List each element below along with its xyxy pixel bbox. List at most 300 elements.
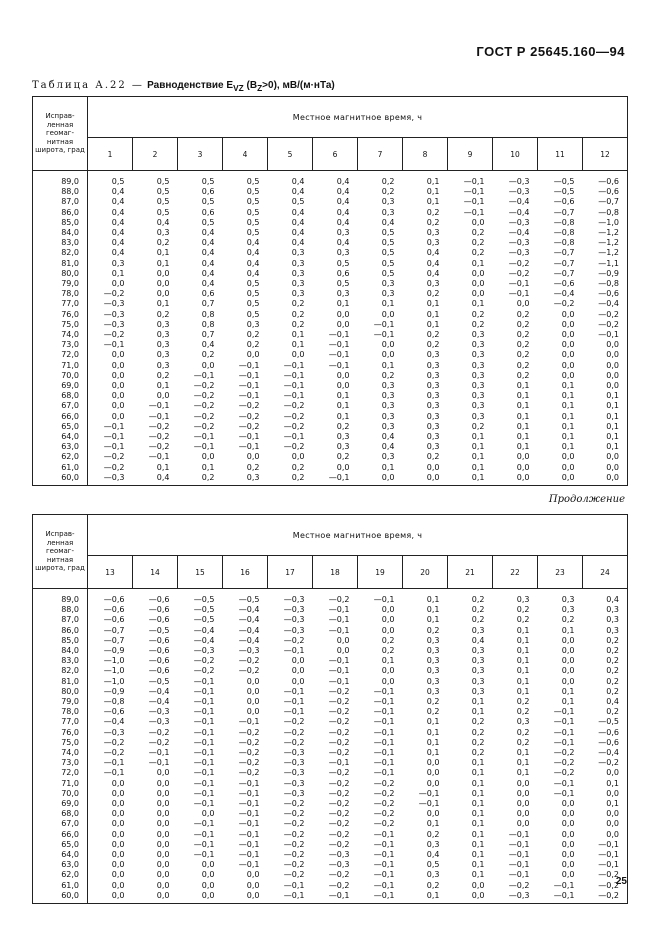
value-cell: —0,1: [373, 697, 395, 707]
value-cell: —0,2: [193, 656, 215, 666]
value-cell: 0,6: [336, 268, 350, 278]
value-cell: —0,1: [283, 381, 305, 391]
value-cell: 0,2: [471, 309, 485, 319]
value-cell: 0,2: [583, 677, 628, 687]
value-cell: 0,1: [156, 248, 170, 258]
latitude-cell: 87,0: [33, 615, 88, 625]
value-cell: 0,4: [426, 850, 440, 860]
value-cell: —0,1: [373, 737, 395, 747]
value-cell: 0,2: [426, 707, 440, 717]
latitude-cell: 80,0: [33, 269, 88, 279]
value-cell: 0,4: [336, 187, 350, 197]
hour-header: 18: [313, 556, 358, 589]
value-cell: 0,8: [201, 309, 215, 319]
value-cell: 0,3: [426, 656, 440, 666]
value-cell: 0,1: [583, 442, 628, 452]
value-cell: —0,1: [328, 758, 350, 768]
value-cell: 0,4: [201, 228, 215, 238]
value-cell: —0,2: [553, 768, 575, 778]
value-cell: —0,1: [463, 187, 485, 197]
value-cell: 0,2: [381, 370, 395, 380]
value-cell: 0,2: [426, 217, 440, 227]
latitude-cell: 67,0: [33, 401, 88, 411]
latitude-cell: 71,0: [33, 361, 88, 371]
value-cell: 0,0: [156, 391, 170, 401]
value-cell: 0,2: [583, 666, 628, 676]
value-cell: 0,2: [516, 309, 530, 319]
value-cell: —0,1: [553, 717, 575, 727]
value-cell: 0,0: [111, 819, 125, 829]
value-cell: 0,2: [471, 238, 485, 248]
value-cell: 0,3: [156, 350, 170, 360]
value-cell: —0,7: [553, 258, 575, 268]
latitude-cell: 64,0: [33, 432, 88, 442]
value-cell: 0,1: [516, 421, 530, 431]
value-cell: —0,2: [283, 635, 305, 645]
value-cell: 0,3: [156, 228, 170, 238]
value-cell: —0,2: [583, 881, 628, 891]
value-cell: 0,0: [111, 778, 125, 788]
value-cell: 0,0: [336, 309, 350, 319]
value-cell: 0,2: [426, 452, 440, 462]
latitude-cell: 73,0: [33, 758, 88, 768]
value-cell: 0,1: [381, 360, 395, 370]
hour-header: 21: [448, 556, 493, 589]
value-cell: 0,4: [426, 258, 440, 268]
value-cell: 0,2: [426, 880, 440, 890]
value-cell: —0,2: [193, 401, 215, 411]
value-cell: —0,1: [328, 330, 350, 340]
latitude-cell: 77,0: [33, 299, 88, 309]
value-cell: 0,0: [561, 370, 575, 380]
value-cell: 0,3: [336, 432, 350, 442]
value-cell: —0,2: [553, 758, 575, 768]
value-cell: 0,4: [381, 217, 395, 227]
table-row: [33, 463, 628, 473]
value-cell: —0,1: [238, 360, 260, 370]
table-row: [33, 289, 628, 299]
value-cell: 0,2: [471, 748, 485, 758]
value-cell: 0,3: [583, 626, 628, 636]
value-cell: 0,1: [583, 432, 628, 442]
value-cell: 0,1: [426, 187, 440, 197]
value-cell: 0,1: [516, 768, 530, 778]
value-cell: —0,3: [283, 615, 305, 625]
value-cell: 0,2: [516, 360, 530, 370]
value-cell: 0,3: [471, 350, 485, 360]
value-cell: 0,1: [426, 595, 440, 604]
value-cell: —0,2: [583, 891, 628, 904]
value-cell: —0,1: [238, 829, 260, 839]
table-row: [33, 677, 628, 687]
value-cell: —0,1: [193, 788, 215, 798]
value-cell: 0,2: [516, 370, 530, 380]
value-cell: 0,0: [246, 686, 260, 696]
value-cell: —0,2: [328, 870, 350, 880]
value-cell: —0,1: [268, 891, 313, 904]
value-cell: 0,4: [336, 207, 350, 217]
value-cell: 0,0: [111, 809, 125, 819]
value-cell: 0,0: [561, 799, 575, 809]
value-cell: —0,3: [508, 187, 530, 197]
value-cell: —0,1: [193, 432, 215, 442]
value-cell: 0,1: [291, 330, 305, 340]
value-cell: 0,2: [291, 309, 305, 319]
value-cell: —0,1: [103, 768, 125, 778]
value-cell: 0,4: [111, 238, 125, 248]
value-cell: 0,2: [583, 656, 628, 666]
value-cell: —0,9: [103, 686, 125, 696]
table-row: [33, 605, 628, 615]
value-cell: —0,1: [328, 625, 350, 635]
latitude-header: Исправ-ленная геомаг-нитная широта, град: [33, 97, 88, 171]
value-cell: —0,1: [328, 666, 350, 676]
value-cell: 0,0: [223, 891, 268, 904]
value-cell: —0,3: [103, 299, 125, 309]
value-cell: 0,0: [88, 891, 133, 904]
value-cell: —0,2: [553, 748, 575, 758]
value-cell: —0,1: [283, 880, 305, 890]
value-cell: 0,0: [583, 361, 628, 371]
latitude-cell: 70,0: [33, 371, 88, 381]
value-cell: 0,1: [583, 391, 628, 401]
value-cell: 0,0: [516, 462, 530, 472]
value-cell: —0,1: [328, 360, 350, 370]
value-cell: 0,5: [246, 187, 260, 197]
value-cell: 0,4: [246, 248, 260, 258]
value-cell: 0,3: [336, 442, 350, 452]
value-cell: 0,3: [246, 319, 260, 329]
value-cell: 0,3: [426, 442, 440, 452]
value-cell: 0,0: [381, 309, 395, 319]
value-cell: 0,3: [111, 258, 125, 268]
value-cell: —0,1: [193, 737, 215, 747]
value-cell: —0,2: [283, 860, 305, 870]
value-cell: —0,6: [148, 615, 170, 625]
latitude-cell: 63,0: [33, 860, 88, 870]
value-cell: —0,2: [238, 656, 260, 666]
value-cell: —0,1: [238, 391, 260, 401]
value-cell: —0,1: [238, 717, 260, 727]
value-cell: —0,2: [508, 268, 530, 278]
value-cell: 0,1: [471, 758, 485, 768]
value-cell: —0,4: [238, 615, 260, 625]
value-cell: 0,4: [133, 473, 178, 486]
latitude-cell: 64,0: [33, 850, 88, 860]
value-cell: 0,0: [111, 391, 125, 401]
value-cell: 0,3: [336, 289, 350, 299]
value-cell: 0,0: [156, 799, 170, 809]
value-cell: —0,1: [328, 656, 350, 666]
value-cell: 0,0: [111, 829, 125, 839]
value-cell: —0,1: [328, 676, 350, 686]
latitude-cell: 69,0: [33, 381, 88, 391]
latitude-cell: 84,0: [33, 646, 88, 656]
latitude-cell: 88,0: [33, 187, 88, 197]
value-cell: —0,1: [238, 381, 260, 391]
value-cell: —0,4: [193, 635, 215, 645]
value-cell: —0,5: [553, 187, 575, 197]
value-cell: 0,1: [426, 177, 440, 186]
value-cell: 0,2: [426, 625, 440, 635]
value-cell: 0,4: [201, 248, 215, 258]
latitude-cell: 63,0: [33, 442, 88, 452]
value-cell: 0,5: [201, 177, 215, 186]
value-cell: 0,0: [381, 340, 395, 350]
value-cell: —0,1: [373, 717, 395, 727]
value-cell: 0,3: [291, 268, 305, 278]
value-cell: 0,0: [561, 452, 575, 462]
value-cell: 0,0: [156, 880, 170, 890]
value-cell: 0,4: [291, 207, 305, 217]
value-cell: —0,1: [283, 697, 305, 707]
caption-sub: VZ: [233, 83, 244, 93]
value-cell: 0,3: [426, 279, 440, 289]
value-cell: 0,0: [561, 360, 575, 370]
value-cell: —0,2: [103, 737, 125, 747]
value-cell: —0,1: [463, 177, 485, 186]
table-row: [33, 738, 628, 748]
value-cell: 0,4: [246, 268, 260, 278]
value-cell: 0,0: [111, 860, 125, 870]
value-cell: —0,3: [283, 748, 305, 758]
value-cell: 0,4: [201, 340, 215, 350]
value-cell: 0,0: [471, 217, 485, 227]
value-cell: 0,5: [156, 207, 170, 217]
caption-rest: (B: [243, 80, 258, 91]
value-cell: —0,1: [193, 799, 215, 809]
value-cell: 0,2: [426, 207, 440, 217]
value-cell: —0,2: [373, 788, 395, 798]
value-cell: 0,5: [156, 177, 170, 186]
value-cell: 0,3: [381, 381, 395, 391]
value-cell: 0,0: [381, 625, 395, 635]
value-cell: 0,1: [516, 411, 530, 421]
value-cell: 0,3: [426, 635, 440, 645]
value-cell: 0,2: [471, 737, 485, 747]
value-cell: 0,1: [426, 748, 440, 758]
value-cell: 0,5: [336, 258, 350, 268]
value-cell: 0,2: [426, 829, 440, 839]
value-cell: 0,0: [111, 279, 125, 289]
value-cell: —0,1: [553, 880, 575, 890]
value-cell: 0,0: [583, 789, 628, 799]
value-cell: 0,1: [426, 717, 440, 727]
latitude-cell: 72,0: [33, 768, 88, 778]
value-cell: —0,6: [148, 605, 170, 615]
value-cell: 0,7: [201, 330, 215, 340]
value-cell: 0,0: [291, 656, 305, 666]
value-cell: 0,0: [246, 870, 260, 880]
value-cell: 0,0: [583, 452, 628, 462]
hour-header: 24: [583, 556, 628, 589]
value-cell: —0,2: [553, 299, 575, 309]
value-cell: 0,0: [156, 289, 170, 299]
value-cell: —0,1: [508, 289, 530, 299]
value-cell: —0,3: [103, 727, 125, 737]
value-cell: —0,3: [103, 319, 125, 329]
latitude-cell: 61,0: [33, 463, 88, 473]
table-row: [33, 299, 628, 309]
value-cell: —0,8: [583, 208, 628, 218]
value-cell: —0,1: [583, 840, 628, 850]
value-cell: 0,0: [111, 850, 125, 860]
value-cell: 0,2: [268, 473, 313, 486]
value-cell: 0,0: [291, 676, 305, 686]
value-cell: 0,0: [516, 809, 530, 819]
value-cell: 0,1: [336, 391, 350, 401]
latitude-cell: 83,0: [33, 238, 88, 248]
latitude-cell: 83,0: [33, 656, 88, 666]
value-cell: 0,5: [246, 299, 260, 309]
value-cell: —0,2: [283, 401, 305, 411]
value-cell: 0,0: [111, 370, 125, 380]
value-cell: 0,0: [583, 463, 628, 473]
value-cell: —1,0: [103, 676, 125, 686]
value-cell: —0,2: [148, 421, 170, 431]
value-cell: 0,2: [246, 462, 260, 472]
data-table-hours-13-24: [32, 514, 628, 904]
value-cell: —0,5: [553, 177, 575, 186]
table-row: [33, 248, 628, 258]
value-cell: 0,3: [471, 686, 485, 696]
value-cell: 0,0: [381, 676, 395, 686]
value-cell: —0,1: [238, 850, 260, 860]
value-cell: —0,6: [583, 728, 628, 738]
value-cell: 0,0: [426, 758, 440, 768]
value-cell: 0,0: [583, 340, 628, 350]
value-cell: 0,4: [381, 432, 395, 442]
value-cell: 0,2: [426, 340, 440, 350]
value-cell: —0,1: [328, 350, 350, 360]
value-cell: 0,4: [426, 248, 440, 258]
value-cell: 0,1: [471, 819, 485, 829]
value-cell: —0,1: [238, 799, 260, 809]
value-cell: —0,8: [553, 217, 575, 227]
value-cell: 0,4: [336, 177, 350, 186]
value-cell: 0,2: [291, 319, 305, 329]
value-cell: 0,2: [471, 717, 485, 727]
value-cell: 0,5: [156, 197, 170, 207]
table-row: [33, 646, 628, 656]
value-cell: 0,3: [471, 625, 485, 635]
value-cell: 0,4: [583, 697, 628, 707]
value-cell: —0,2: [328, 799, 350, 809]
value-cell: —0,2: [328, 727, 350, 737]
value-cell: 0,0: [516, 788, 530, 798]
value-cell: 0,4: [156, 217, 170, 227]
table-row: [33, 626, 628, 636]
latitude-cell: 71,0: [33, 779, 88, 789]
value-cell: —0,8: [553, 238, 575, 248]
latitude-cell: 68,0: [33, 809, 88, 819]
value-cell: 0,0: [448, 891, 493, 904]
value-cell: 0,3: [291, 248, 305, 258]
value-cell: —0,7: [553, 207, 575, 217]
value-cell: —0,1: [373, 839, 395, 849]
value-cell: —0,7: [103, 625, 125, 635]
value-cell: 0,4: [111, 197, 125, 207]
value-cell: 0,1: [426, 819, 440, 829]
value-cell: —0,2: [283, 829, 305, 839]
value-cell: 0,0: [583, 371, 628, 381]
table-row: [33, 656, 628, 666]
value-cell: 0,1: [156, 462, 170, 472]
value-cell: —0,1: [193, 697, 215, 707]
table-row: [33, 891, 628, 904]
value-cell: —0,2: [283, 870, 305, 880]
value-cell: 0,0: [561, 819, 575, 829]
value-cell: 0,1: [516, 635, 530, 645]
value-cell: —0,1: [373, 707, 395, 717]
value-cell: 0,3: [471, 360, 485, 370]
value-cell: —0,7: [553, 248, 575, 258]
value-cell: —0,6: [103, 707, 125, 717]
hour-header: 23: [538, 556, 583, 589]
value-cell: —0,2: [328, 768, 350, 778]
value-cell: 0,2: [583, 687, 628, 697]
value-cell: 0,0: [561, 870, 575, 880]
value-cell: —0,5: [193, 595, 215, 604]
value-cell: 0,3: [426, 401, 440, 411]
value-cell: —0,1: [508, 829, 530, 839]
table-row: [33, 381, 628, 391]
page-number: 25: [615, 876, 627, 887]
table-row: [33, 412, 628, 422]
value-cell: 0,3: [426, 238, 440, 248]
value-cell: 0,3: [336, 248, 350, 258]
table-body: [33, 589, 628, 904]
value-cell: 0,3: [583, 615, 628, 625]
value-cell: —0,1: [193, 442, 215, 452]
value-cell: 0,2: [246, 340, 260, 350]
table-row: [33, 799, 628, 809]
value-cell: —1,2: [583, 228, 628, 238]
value-cell: 0,2: [516, 615, 530, 625]
latitude-cell: 65,0: [33, 422, 88, 432]
value-cell: —0,1: [238, 432, 260, 442]
value-cell: 0,0: [561, 829, 575, 839]
value-cell: —0,3: [508, 177, 530, 186]
latitude-cell: 60,0: [33, 891, 88, 904]
value-cell: 0,3: [426, 646, 440, 656]
value-cell: —0,1: [313, 891, 358, 904]
value-cell: —0,1: [238, 788, 260, 798]
caption-title: Равноденствие E: [147, 80, 234, 91]
table-row: [33, 238, 628, 248]
value-cell: —0,1: [193, 717, 215, 727]
value-cell: —0,2: [328, 707, 350, 717]
value-cell: 0,2: [426, 289, 440, 299]
value-cell: 0,5: [381, 238, 395, 248]
value-cell: 0,1: [426, 299, 440, 309]
value-cell: —0,3: [283, 788, 305, 798]
table-row: [33, 452, 628, 462]
value-cell: 0,0: [561, 635, 575, 645]
value-cell: 0,0: [201, 452, 215, 462]
table-row: [33, 850, 628, 860]
value-cell: 0,2: [583, 707, 628, 717]
value-cell: 0,1: [336, 411, 350, 421]
value-cell: 0,0: [426, 462, 440, 472]
value-cell: —0,1: [463, 207, 485, 217]
value-cell: —0,4: [238, 625, 260, 635]
value-cell: 0,1: [111, 268, 125, 278]
value-cell: 0,3: [336, 228, 350, 238]
value-cell: —0,8: [553, 228, 575, 238]
value-cell: 0,0: [583, 768, 628, 778]
value-cell: —0,2: [328, 748, 350, 758]
